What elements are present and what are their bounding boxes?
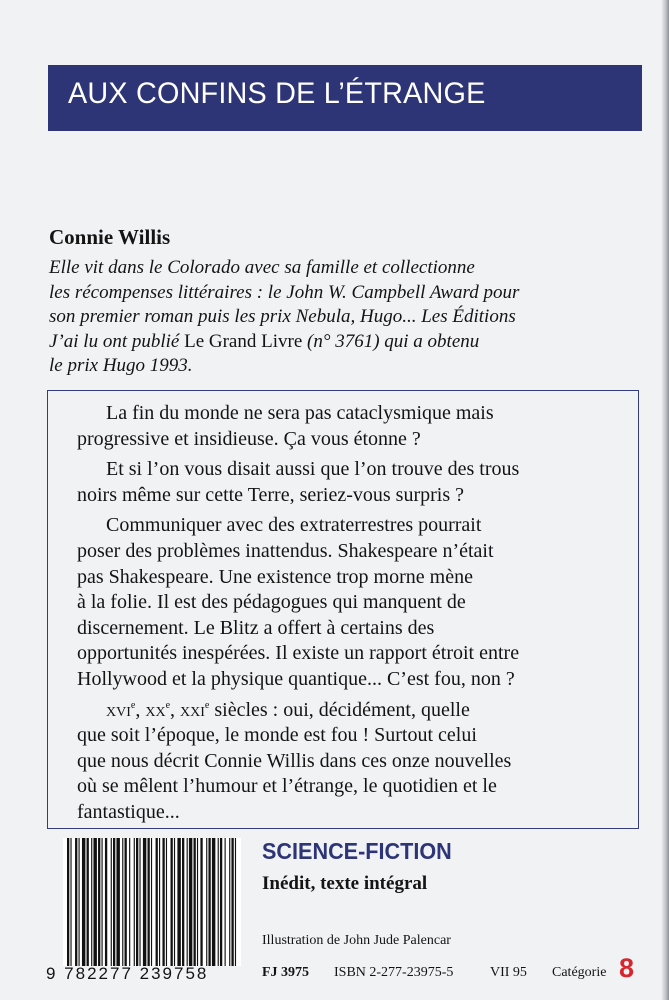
- author-name: Connie Willis: [49, 225, 171, 249]
- synopsis-line: où se mêlent l’humour et l’étrange, le quotidien et le: [77, 775, 497, 798]
- bio-line: Elle vit dans le Colorado avec sa famille et collectionne: [49, 257, 475, 278]
- bio-line: le prix Hugo 1993.: [49, 355, 193, 376]
- synopsis-line: Communiquer avec des extraterrestres pourrait: [106, 514, 482, 537]
- synopsis-text-rest: siècles : oui, décidément, quelle: [209, 698, 470, 721]
- print-date: VII 95: [490, 965, 527, 980]
- barcode: [63, 838, 241, 966]
- synopsis-line: que nous décrit Connie Willis dans ces onze nouvelles: [77, 749, 512, 772]
- series-banner: [48, 65, 642, 131]
- synopsis-line: à la folie. Il est des pédagogues qui manquent de: [77, 591, 466, 614]
- series-title: AUX CONFINS DE L’ÉTRANGE: [68, 77, 486, 110]
- synopsis-line: La fin du monde ne sera pas cataclysmique mais: [106, 402, 494, 424]
- synopsis-text: [77, 401, 637, 826]
- bio-text: J’ai lu ont publié: [49, 330, 180, 352]
- publisher-code: FJ 3975: [262, 965, 310, 980]
- author-bio: [49, 256, 639, 379]
- bio-line: les récompenses littéraires : le John W. Campbell Award pour: [49, 281, 520, 303]
- genre-label: SCIENCE-FICTION: [262, 838, 452, 864]
- synopsis-line: xvi$^e$, $xx^e$, xxi$^e$ siècles : oui, décidément, quelle: [106, 698, 470, 721]
- synopsis-line: pas Shakespeare. Une existence trop morne mène: [77, 565, 473, 588]
- book-title: Le Grand Livre: [184, 330, 303, 352]
- century-xx: xx: [145, 698, 166, 721]
- synopsis-line: Et si l’on vous disait aussi que l’on trouve des trous: [106, 458, 520, 481]
- superscript: e: [165, 699, 171, 711]
- bio-text: (n° 3761) qui a obtenu: [307, 330, 480, 352]
- synopsis-line: poser des problèmes inattendus. Shakespeare n’était: [77, 539, 494, 562]
- category-label: Catégorie: [552, 965, 607, 980]
- synopsis-line: discernement. Le Blitz a offert à certains des: [77, 616, 435, 639]
- category-number: 8: [619, 953, 635, 983]
- bio-line: [49, 330, 639, 355]
- synopsis-line: progressive et insidieuse. Ça vous étonne ?: [77, 427, 421, 450]
- edition-label: Inédit, texte intégral: [262, 873, 428, 894]
- century-xxi: xxi: [180, 698, 205, 721]
- bio-line: son premier roman puis les prix Nebula, Hugo... Les Éditions: [49, 306, 516, 327]
- superscript: e: [204, 699, 210, 711]
- cover-edge: [661, 0, 669, 1000]
- isbn: ISBN 2-277-23975-5: [334, 965, 454, 980]
- synopsis-line: que soit l’époque, le monde est fou ! Surtout celui: [77, 724, 477, 747]
- synopsis-line: noirs même sur cette Terre, seriez-vous surpris ?: [77, 483, 464, 506]
- illustration-credit: Illustration de John Jude Palencar: [262, 933, 451, 948]
- synopsis-line: fantastique...: [77, 800, 180, 823]
- synopsis-line: opportunités inespérées. Il existe un rapport étroit entre: [77, 642, 520, 665]
- synopsis-line: Hollywood et la physique quantique... C’est fou, non ?: [77, 667, 515, 690]
- synopsis-box: [47, 390, 639, 829]
- century-xvi: xvi: [106, 698, 131, 721]
- barcode-digits: 9 782277 239758: [46, 964, 209, 983]
- superscript: e: [130, 699, 136, 711]
